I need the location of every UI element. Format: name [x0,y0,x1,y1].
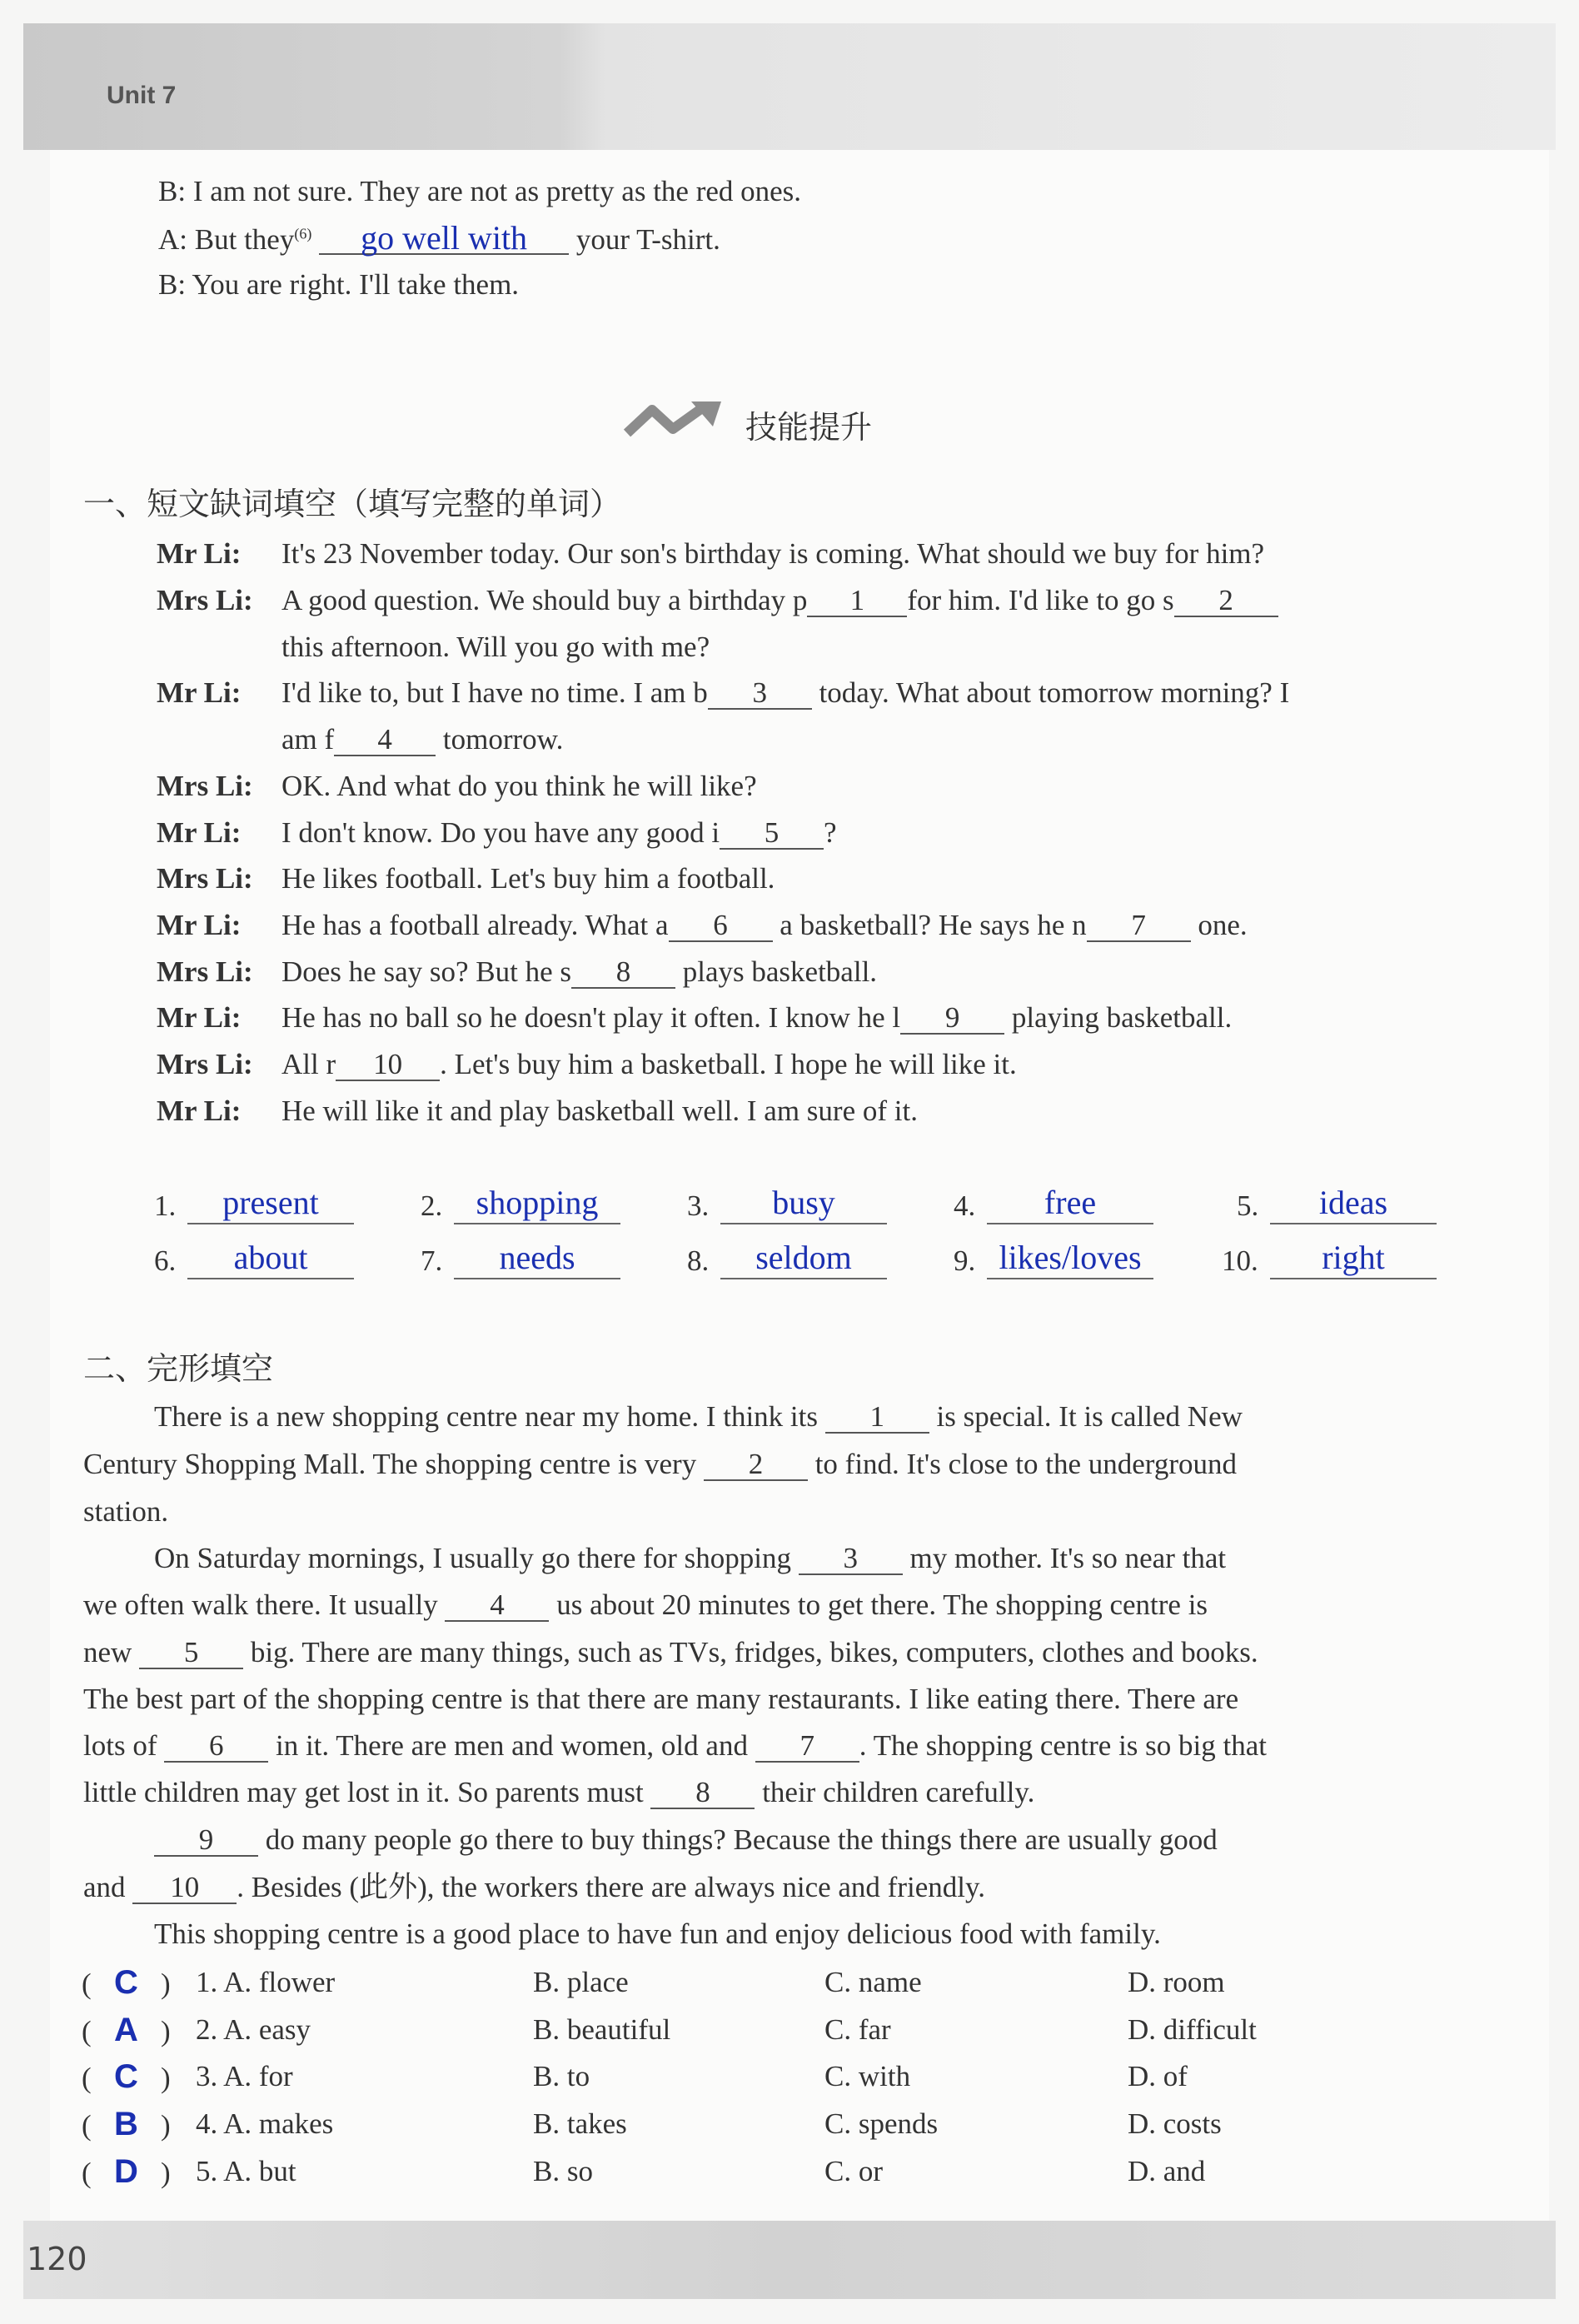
line-text: I'd like to, but I have no time. I am b [281,676,708,709]
blank-7[interactable]: 7 [1087,910,1191,942]
passage-text: us about 20 minutes to get there. The shopping centre is [556,1588,1208,1621]
chosen-answer[interactable]: C [114,1964,138,2001]
cloze-blank-8[interactable]: 8 [650,1778,755,1809]
chosen-answer[interactable]: D [114,2153,138,2190]
speaker: Mrs Li: [157,862,253,895]
speaker: Mr Li: [157,1001,242,1034]
speaker: Mrs Li: [157,1048,253,1080]
answer-number: 4. [954,1189,976,1222]
chosen-answer[interactable]: B [114,2106,138,2142]
blank-6[interactable]: 6 [669,910,773,942]
line-text: today. What about tomorrow morning? I [819,676,1290,709]
line-text: ? [824,816,837,849]
speaker: Mrs Li: [157,584,253,616]
cloze-blank-1[interactable]: 1 [825,1402,929,1434]
paren-close: ) [161,2109,171,2142]
dialogue-row [157,771,757,800]
speaker: Mr Li: [157,816,242,849]
passage-line: The best part of the shopping centre is that there are many restaurants. I like eating there. There are [83,1683,1239,1715]
answer-field[interactable]: right [1270,1238,1437,1279]
answer-number: 6. [154,1244,177,1277]
option-d[interactable]: D. of [1128,2060,1188,2092]
passage-line [83,1778,1034,1809]
cloze-blank-4[interactable]: 4 [445,1590,549,1622]
line-text: I don't know. Do you have any good i [281,816,720,849]
speaker: Mrs Li: [157,955,253,988]
dialogue-row [281,725,563,756]
answer-number: 3. [687,1189,710,1222]
dialogue-line-1: B: I am not sure. They are not as pretty as the red ones. [158,175,802,207]
dialogue-row [157,1050,1017,1081]
line-text: He will like it and play basketball well. I am sure of it. [281,1095,918,1127]
chosen-answer[interactable]: A [114,2012,138,2048]
passage-text: do many people go there to buy things? Because the things there are usually good [265,1823,1218,1856]
option-b[interactable]: B. place [533,1966,629,1998]
header-band [23,23,1556,150]
option-a[interactable]: 1. A. flower [196,1966,336,1998]
passage-text: we often walk there. It usually [83,1588,438,1621]
passage-text: to find. It's close to the underground [814,1448,1237,1480]
trend-arrow-icon [623,400,725,441]
passage-line [83,1449,1237,1481]
answer-field[interactable]: shopping [454,1183,620,1224]
answer-field[interactable]: ideas [1270,1183,1437,1224]
option-d[interactable]: D. costs [1128,2107,1222,2140]
answer-field[interactable]: free [987,1183,1153,1224]
section-title: 技能提升 [745,409,873,446]
answer-number: 5. [1237,1189,1259,1222]
answer-field[interactable]: seldom [720,1238,887,1279]
dialogue-row [157,539,1264,568]
line-text: A good question. We should buy a birthday p [281,584,808,616]
dialogue-row [157,910,1248,942]
line-text: He has no ball so he doesn't play it often. I know he l [281,1001,901,1034]
paren-open: ( [82,2015,92,2047]
passage-text: my mother. It's so near that [909,1542,1227,1574]
option-b[interactable]: B. so [533,2155,593,2187]
dialogue-row [157,1003,1232,1035]
paren-close: ) [161,1967,171,2000]
option-c[interactable]: C. name [824,1966,922,1998]
passage-text: There is a new shopping centre near my home. I think its [154,1400,819,1433]
cloze-blank-9[interactable]: 9 [154,1825,258,1857]
passage-text: and [83,1871,126,1903]
option-b[interactable]: B. takes [533,2107,627,2140]
passage-line [83,1638,1258,1669]
blank-4[interactable]: 4 [334,725,436,756]
line-text: He has a football already. What a [281,909,669,941]
speaker: Mr Li: [157,909,242,941]
passage-text: . The shopping centre is so big that [859,1729,1267,1762]
cloze-blank-3[interactable]: 3 [799,1544,903,1575]
passage-text: . Besides (此外), the workers there are always nice and friendly. [237,1871,985,1903]
dialogue-row [157,678,1289,710]
speaker: Mr Li: [157,537,242,570]
line-text: for him. I'd like to go s [907,584,1174,616]
option-a[interactable]: 3. A. for [196,2060,293,2092]
passage-line: station. [83,1495,169,1528]
part2-title: 二、完形填空 [83,1350,274,1387]
passage-text: Century Shopping Mall. The shopping centre is very [83,1448,697,1480]
answer-number: 7. [421,1244,443,1277]
passage-text: their children carefully. [762,1776,1035,1808]
cloze-blank-2[interactable]: 2 [704,1449,808,1481]
blank-5[interactable]: 5 [720,818,824,850]
blank-number: (6) [294,225,312,242]
line-text: OK. And what do you think he will like? [281,770,757,802]
speaker: Mr Li: [157,676,242,709]
option-a[interactable]: 2. A. easy [196,2013,311,2046]
line-text: tomorrow. [442,723,564,756]
paren-close: ) [161,2157,171,2189]
speaker: Mr Li: [157,1095,242,1127]
cloze-blank-5[interactable]: 5 [139,1638,243,1669]
cloze-blank-7[interactable]: 7 [755,1731,859,1763]
option-b[interactable]: B. beautiful [533,2013,671,2046]
cloze-blank-6[interactable]: 6 [164,1731,268,1763]
answer-number: 8. [687,1244,710,1277]
paren-open: ( [82,2109,92,2142]
paren-close: ) [161,2062,171,2094]
answer-number: 10. [1222,1244,1258,1277]
passage-line [83,1873,985,1904]
unit-label: Unit 7 [107,82,177,109]
passage-text: On Saturday mornings, I usually go there for shopping [154,1542,792,1574]
line-text: Does he say so? But he s [281,955,572,988]
option-a[interactable]: 5. A. but [196,2155,296,2187]
paren-open: ( [82,2157,92,2189]
dialogue-line-2-pre: A: But they [158,223,295,256]
chosen-answer[interactable]: C [114,2058,138,2095]
dialogue-row: this afternoon. Will you go with me? [281,631,710,663]
answer-field[interactable]: about [187,1238,354,1279]
passage-line [154,1402,1243,1434]
passage-text: is special. It is called New [936,1400,1243,1433]
passage-line [154,1825,1218,1857]
footer-band [23,2221,1556,2299]
answer-number: 1. [154,1189,177,1222]
line-text: All r [281,1048,336,1080]
line-text: . Let's buy him a basketball. I hope he will like it. [440,1048,1017,1080]
blank-2[interactable]: 2 [1174,586,1278,617]
passage-line: This shopping centre is a good place to have fun and enjoy delicious food with family. [154,1918,1161,1950]
blank-8[interactable]: 8 [571,957,675,989]
paren-close: ) [161,2015,171,2047]
line-text: playing basketball. [1011,1001,1233,1034]
line-text: He likes football. Let's buy him a football. [281,862,775,895]
dialogue-row [157,864,775,893]
passage-line [154,1544,1226,1575]
paren-open: ( [82,1967,92,2000]
blank-10[interactable]: 10 [336,1050,440,1081]
dialogue-row [157,586,1278,617]
answer-blank[interactable]: go well with [319,223,569,255]
line-text: a basketball? He says he n [780,909,1087,941]
dialogue-line-3: B: You are right. I'll take them. [158,268,520,301]
passage-text: new [83,1636,132,1668]
blank-1[interactable]: 1 [807,586,907,617]
option-c[interactable]: C. far [824,2013,891,2046]
part1-title: 一、短文缺词填空（填写完整的单词） [83,486,622,522]
option-d[interactable]: D. and [1128,2155,1206,2187]
answer-number: 9. [954,1244,976,1277]
dialogue-row [157,1096,918,1125]
speaker: Mrs Li: [157,770,253,802]
answer-number: 2. [421,1189,443,1222]
option-b[interactable]: B. to [533,2060,590,2092]
answer-field[interactable]: needs [454,1238,620,1279]
option-c[interactable]: C. or [824,2155,883,2187]
passage-line [83,1731,1267,1763]
line-text: plays basketball. [682,955,878,988]
option-d[interactable]: D. room [1128,1966,1225,1998]
option-c[interactable]: C. with [824,2060,911,2092]
answer-field[interactable]: likes/loves [987,1238,1153,1279]
passage-text: big. There are many things, such as TVs, fridges, bikes, computers, clothes and books. [250,1636,1258,1668]
passage-line [83,1590,1208,1622]
answer-field[interactable]: busy [720,1183,887,1224]
passage-text: in it. There are men and women, old and [275,1729,748,1762]
blank-9[interactable]: 9 [900,1003,1004,1035]
dialogue-row [157,818,837,850]
dialogue-line-2 [158,219,720,257]
option-c[interactable]: C. spends [824,2107,939,2140]
dialogue-row [157,957,877,989]
option-a[interactable]: 4. A. makes [196,2107,334,2140]
dialogue-line-2-post: your T-shirt. [575,223,720,256]
line-text: It's 23 November today. Our son's birthday is coming. What should we buy for him? [281,537,1265,570]
line-text: one. [1198,909,1248,941]
line-text: am f [281,723,335,756]
cloze-blank-10[interactable]: 10 [132,1873,237,1904]
answer-field[interactable]: present [187,1183,354,1224]
blank-3[interactable]: 3 [708,678,812,710]
passage-text: lots of [83,1729,157,1762]
option-d[interactable]: D. difficult [1128,2013,1257,2046]
passage-text: little children may get lost in it. So parents must [83,1776,644,1808]
page-number: 120 [27,2241,87,2277]
paren-open: ( [82,2062,92,2094]
